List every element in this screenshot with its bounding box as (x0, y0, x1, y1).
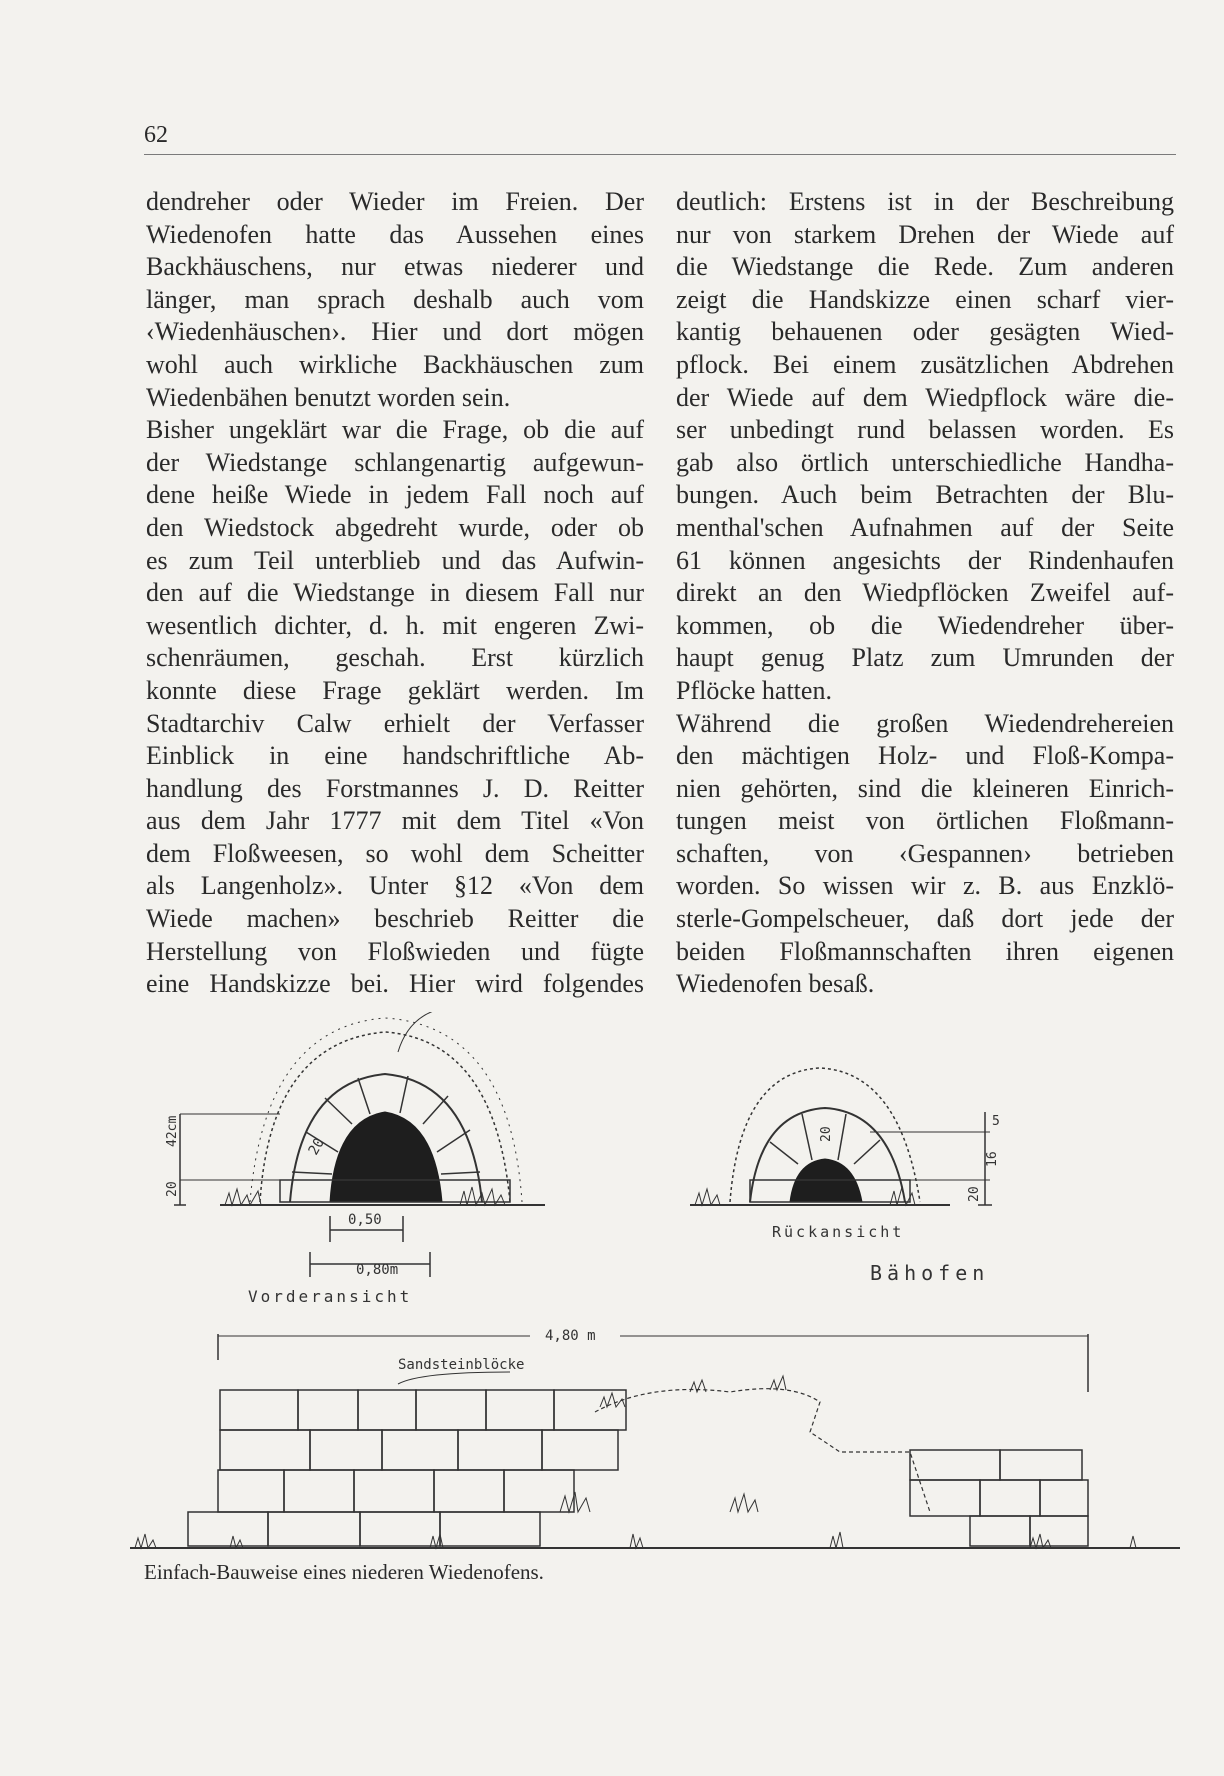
text-line: dem Floßweesen, so wohl dem Scheitter (146, 838, 644, 868)
text-line: bungen. Auch beim Betrachten der Blu- (676, 480, 1174, 510)
text-line: aus dem Jahr 1777 mit dem Titel «Von (146, 806, 644, 836)
text-line: direkt an den Wiedpflöcken Zweifel auf- (676, 578, 1174, 608)
oven-drawing (130, 1012, 1180, 1560)
label-front-view: Vorderansicht (248, 1287, 413, 1306)
text-line: Bisher ungeklärt war die Frage, ob die auf (146, 415, 644, 445)
label-outer-width: 0,80m (356, 1262, 399, 1278)
text-line: schaften, von ‹Gespannen› betrieben (676, 838, 1174, 868)
text-line: dene heiße Wiede in jedem Fall noch auf (146, 480, 644, 510)
text-line: den auf die Wiedstange in diesem Fall nur (146, 578, 644, 608)
text-line: schenräumen, geschah. Erst kürzlich (146, 643, 644, 673)
label-arch-rear: 20 (819, 1126, 834, 1142)
text-line: haupt genug Platz zum Umrunden der (676, 643, 1174, 673)
label-base-front: 20 (165, 1181, 180, 1197)
text-column-right (676, 186, 1174, 1001)
front-view (174, 1012, 630, 1277)
text-line: pflock. Bei einem zusätzlichen Abdrehen (676, 349, 1174, 379)
text-line: Wiedenofen besaß. (676, 969, 875, 999)
label-sandstone: Sandsteinblöcke (398, 1357, 525, 1373)
text-line: die Wiedstange die Rede. Zum anderen (676, 252, 1174, 282)
label-inner-width: 0,50 (348, 1212, 382, 1228)
label-top-rear: 5 (992, 1114, 1000, 1129)
text-line: der Wiede auf dem Wiedpflock wäre die- (676, 382, 1174, 412)
text-line: 61 können angesichts der Rindenhaufen (676, 545, 1174, 575)
text-line: Einblick in eine handschriftliche Ab- (146, 741, 644, 771)
label-rear-view: Rückansicht (772, 1223, 905, 1241)
page-number: 62 (144, 122, 168, 148)
text-line: tungen meist von örtlichen Floßmann- (676, 806, 1174, 836)
text-line: gab also örtlich unterschiedliche Handha- (676, 447, 1174, 477)
text-line: wesentlich dichter, d. h. mit engeren Zwi- (146, 610, 644, 640)
text-line: Wiede machen» beschrieb Reitter die (146, 904, 644, 934)
header-rule (144, 154, 1176, 155)
text-line: als Langenholz». Unter §12 «Von dem (146, 871, 644, 901)
text-line: länger, man sprach deshalb auch vom (146, 284, 644, 314)
text-line: Während die großen Wiedendrehereien (676, 708, 1174, 738)
text-column-left (146, 186, 644, 1001)
text-line: ser unbedingt rund belassen worden. Es (676, 415, 1174, 445)
text-line: beiden Floßmannschaften ihren eigenen (676, 936, 1174, 966)
text-line: den mächtigen Holz- und Floß-Kompa- (676, 741, 1174, 771)
text-line: wohl auch wirkliche Backhäuschen zum (146, 349, 644, 379)
text-line: Herstellung von Floßwieden und fügte (146, 936, 644, 966)
text-line: zeigt die Handskizze einen scharf vier- (676, 284, 1174, 314)
label-height-front: 42cm (165, 1115, 180, 1147)
side-view (130, 1334, 1180, 1548)
text-line: konnte diese Frage geklärt werden. Im (146, 675, 644, 705)
text-line: eine Handskizze bei. Hier wird folgendes (146, 969, 644, 999)
text-line: ‹Wiedenhäuschen›. Hier und dort mögen (146, 317, 644, 347)
text-line: den Wiedstock abgedreht wurde, oder ob (146, 512, 644, 542)
text-line: der Wiedstange schlangenartig aufgewun- (146, 447, 644, 477)
text-line: dendreher oder Wieder im Freien. Der (146, 187, 644, 216)
text-line: kommen, ob die Wiedendreher über- (676, 610, 1174, 640)
text-line: Pflöcke hatten. (676, 675, 832, 705)
text-line: es zum Teil unterblieb und das Aufwin- (146, 545, 644, 575)
text-line: Wiedenofen hatte das Aussehen eines (146, 219, 644, 249)
label-height-rear: 16 (985, 1151, 1000, 1167)
figure-caption: Einfach-Bauweise eines niederen Wiedenofens. (144, 1560, 544, 1584)
text-line: nur von starkem Drehen der Wiede auf (676, 219, 1174, 249)
text-line: Stadtarchiv Calw erhielt der Verfasser (146, 708, 644, 738)
text-line: kantig behauenen oder gesägten Wied- (676, 317, 1174, 347)
label-length: 4,80 m (545, 1328, 596, 1344)
text-line: nien gehörten, sind die kleineren Einrich- (676, 773, 1174, 803)
label-base-rear: 20 (967, 1186, 982, 1202)
text-line: worden. So wissen wir z. B. aus Enzklö- (676, 871, 1174, 901)
label-title: Bähofen (870, 1261, 990, 1285)
label-arch-front: 20 (305, 1135, 328, 1158)
text-line: Wiedenbähen benutzt worden sein. (146, 382, 511, 412)
text-line: Backhäuschens, nur etwas niederer und (146, 252, 644, 282)
text-line: deutlich: Erstens ist in der Beschreibung (676, 187, 1174, 216)
rear-view (690, 1068, 992, 1205)
text-line: handlung des Forstmannes J. D. Reitter (146, 773, 644, 803)
text-line: menthal'schen Aufnahmen auf der Seite (676, 512, 1174, 542)
text-line: sterle-Gompelscheuer, daß dort jede der (676, 904, 1174, 934)
